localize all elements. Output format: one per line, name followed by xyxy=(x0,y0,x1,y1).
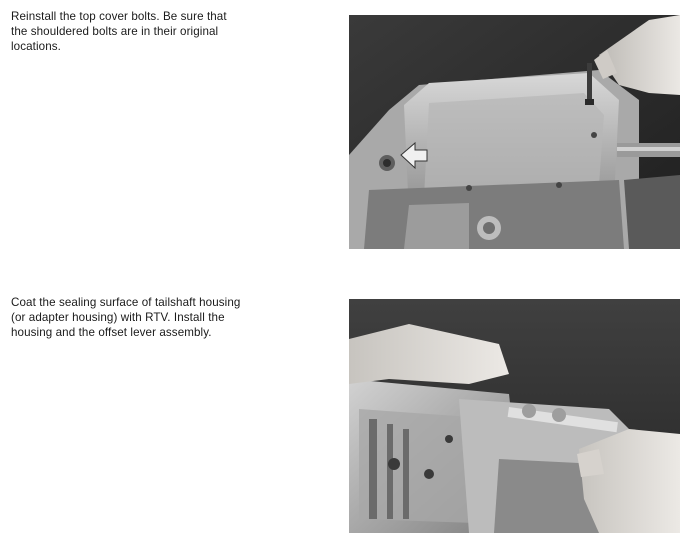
step-1-line-2: the shouldered bolts are in their original xyxy=(11,25,219,38)
photo-1-illustration xyxy=(349,15,680,249)
step-1-line-1: Reinstall the top cover bolts. Be sure that xyxy=(11,10,227,23)
tailshaft-housing-installation-photo xyxy=(349,299,680,533)
step-2-line-3: housing and the offset lever assembly. xyxy=(11,326,212,339)
step-1-instruction xyxy=(11,9,311,54)
step-1-line-3: locations. xyxy=(11,40,61,53)
step-2-line-2: (or adapter housing) with RTV. Install the xyxy=(11,311,225,324)
transmission-top-cover-bolt-photo xyxy=(349,15,680,249)
step-2-line-1: Coat the sealing surface of tailshaft housing xyxy=(11,296,241,309)
step-2-instruction xyxy=(11,295,311,340)
photo-2-illustration xyxy=(349,299,680,533)
